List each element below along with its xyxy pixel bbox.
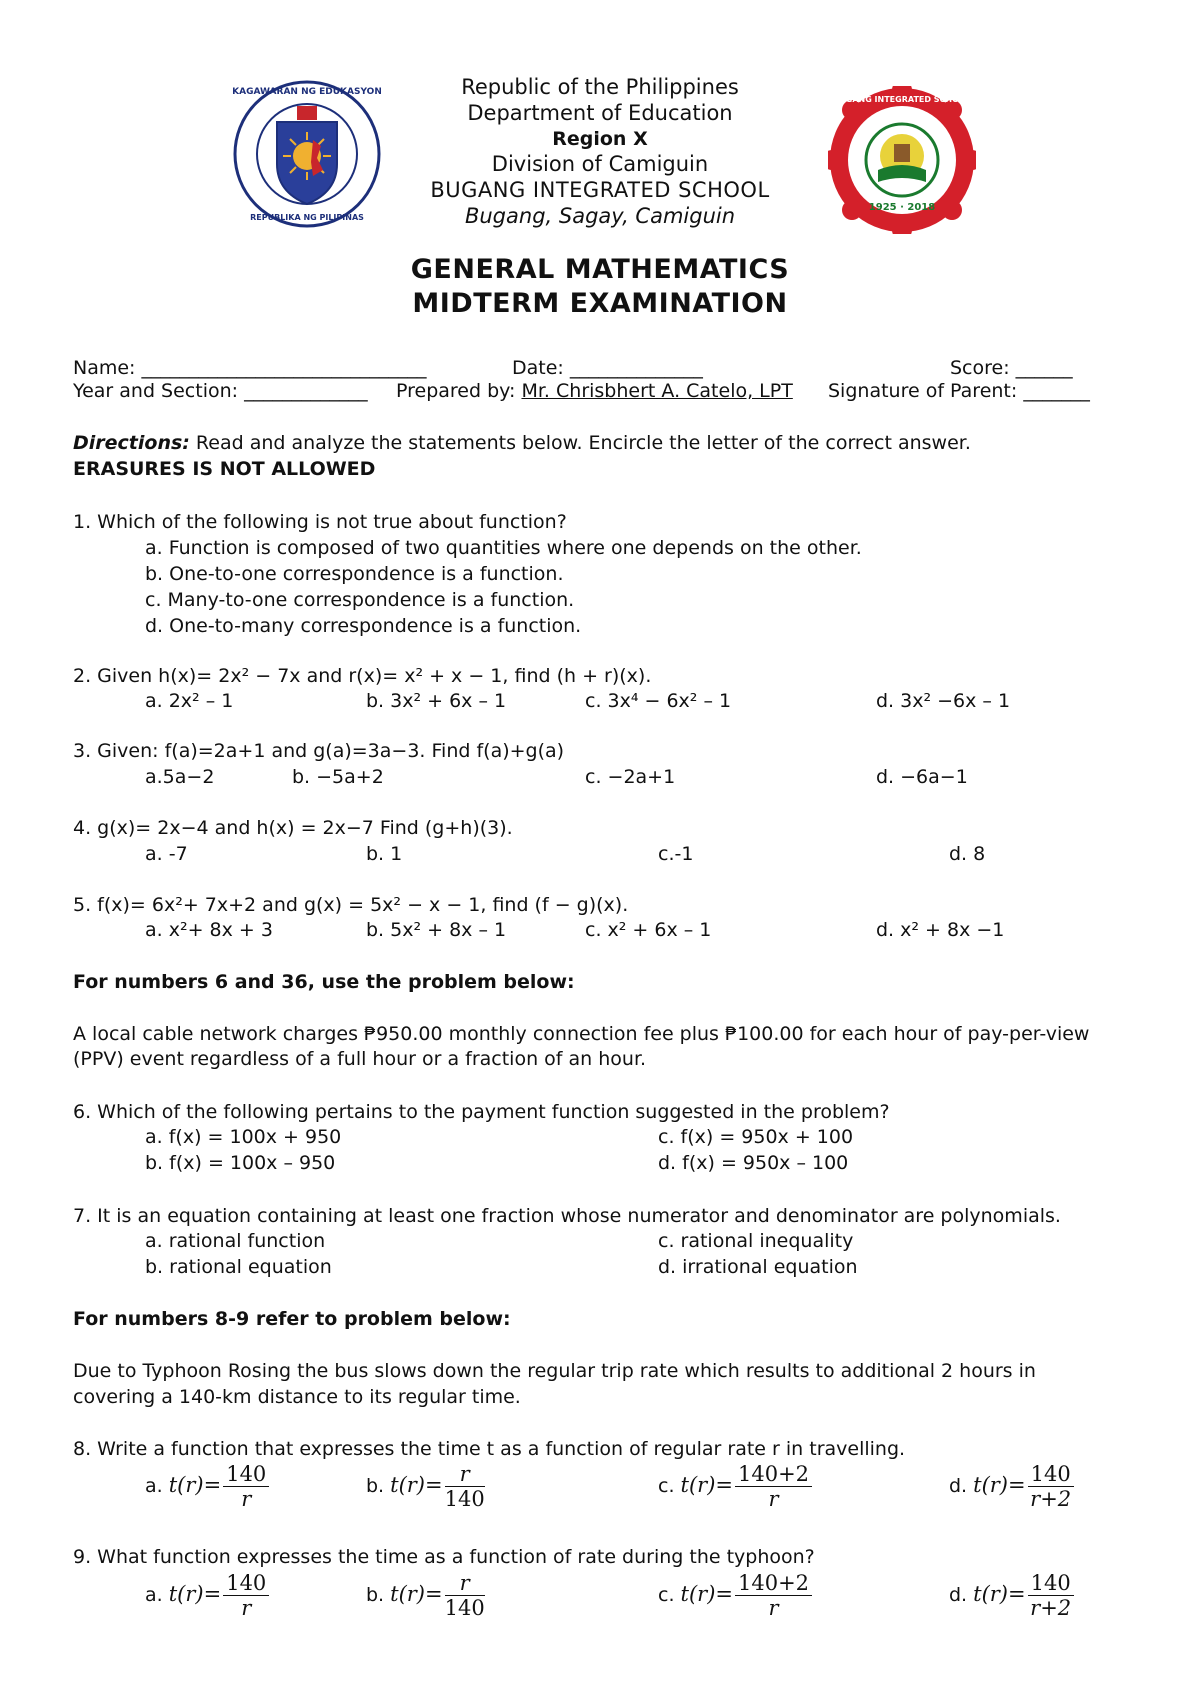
q6-choice-b[interactable]: b. f(x) = 100x – 950 bbox=[145, 1152, 336, 1174]
q7-choice-d[interactable]: d. irrational equation bbox=[658, 1256, 858, 1278]
q8-choice-c[interactable]: c. t(r)= $\frac{140+2}{r}$ bbox=[658, 1462, 812, 1511]
q7-choice-c[interactable]: c. rational inequality bbox=[658, 1230, 854, 1252]
problem-typhoon-line2: covering a 140-km distance to its regular time. bbox=[73, 1386, 521, 1408]
year-section-field[interactable]: Year and Section: _____________ bbox=[73, 380, 368, 402]
q2-choice-a[interactable]: a. 2x² – 1 bbox=[145, 690, 234, 712]
parent-signature-field[interactable]: Signature of Parent: _______ bbox=[828, 380, 1090, 402]
q7-choice-b[interactable]: b. rational equation bbox=[145, 1256, 332, 1278]
q6-choice-a[interactable]: a. f(x) = 100x + 950 bbox=[145, 1126, 342, 1148]
score-field[interactable]: Score: ______ bbox=[950, 357, 1073, 379]
prepared-by: Prepared by: Mr. Chrisbhert A. Catelo, LPT bbox=[396, 380, 793, 402]
q8-choice-d[interactable]: d. t(r)= $\frac{140}{r+2}$ bbox=[949, 1462, 1074, 1511]
section-heading-6: For numbers 6 and 36, use the problem below: bbox=[73, 971, 575, 993]
problem-cable-line2: (PPV) event regardless of a full hour or a fraction of an hour. bbox=[73, 1048, 647, 1070]
header-division: Division of Camiguin bbox=[491, 152, 709, 176]
q9-choice-d[interactable]: d. t(r)= $\frac{140}{r+2}$ bbox=[949, 1571, 1074, 1620]
q7-stem: 7. It is an equation containing at least one fraction whose numerator and denominator are polynomials. bbox=[73, 1205, 1061, 1227]
date-field[interactable]: Date: ______________ bbox=[512, 357, 703, 379]
header-school-name: BUGANG INTEGRATED SCHOOL bbox=[430, 178, 770, 202]
header-region: Region X bbox=[552, 128, 648, 150]
q6-choice-d[interactable]: d. f(x) = 950x – 100 bbox=[658, 1152, 849, 1174]
directions: Directions: Read and analyze the statements below. Encircle the letter of the correct answer. bbox=[73, 432, 971, 454]
q9-choice-c[interactable]: c. t(r)= $\frac{140+2}{r}$ bbox=[658, 1571, 812, 1620]
header-republic: Republic of the Philippines bbox=[461, 75, 739, 99]
deped-seal-bottom-text: REPUBLIKA NG PILIPINAS bbox=[250, 213, 364, 222]
q9-choice-a[interactable]: a. t(r)= $\frac{140}{r}$ bbox=[145, 1571, 269, 1620]
q9-stem: 9. What function expresses the time as a function of rate during the typhoon? bbox=[73, 1546, 815, 1568]
q4-choice-d[interactable]: d. 8 bbox=[949, 843, 986, 865]
school-seal-year-text: 1925 · 2018 bbox=[868, 202, 936, 213]
q1-choice-a[interactable]: a. Function is composed of two quantities where one depends on the other. bbox=[145, 537, 862, 559]
erasure-warning: ERASURES IS NOT ALLOWED bbox=[73, 458, 376, 480]
q5-stem: 5. f(x)= 6x²+ 7x+2 and g(x) = 5x² − x − 1, find (f − g)(x). bbox=[73, 894, 629, 916]
q3-choice-a[interactable]: a.5a−2 bbox=[145, 766, 215, 788]
q3-choice-b[interactable]: b. −5a+2 bbox=[292, 766, 384, 788]
q5-choice-a[interactable]: a. x²+ 8x + 3 bbox=[145, 919, 273, 941]
q1-choice-c[interactable]: c. Many-to-one correspondence is a function. bbox=[145, 589, 575, 611]
q1-stem: 1. Which of the following is not true about function? bbox=[73, 511, 567, 533]
header-school-address: Bugang, Sagay, Camiguin bbox=[464, 204, 736, 228]
exam-title-line1: GENERAL MATHEMATICS bbox=[410, 254, 790, 285]
q1-choice-b[interactable]: b. One-to-one correspondence is a function. bbox=[145, 563, 564, 585]
problem-typhoon-line1: Due to Typhoon Rosing the bus slows down the regular trip rate which results to additional 2 hours in bbox=[73, 1360, 1036, 1382]
q6-choice-c[interactable]: c. f(x) = 950x + 100 bbox=[658, 1126, 854, 1148]
q4-choice-c[interactable]: c.-1 bbox=[658, 843, 694, 865]
q9-choice-b[interactable]: b. t(r)= $\frac{r}{140}$ bbox=[366, 1571, 485, 1620]
q2-stem: 2. Given h(x)= 2x² − 7x and r(x)= x² + x − 1, find (h + r)(x). bbox=[73, 665, 652, 687]
q8-choice-b[interactable]: b. t(r)= $\frac{r}{140}$ bbox=[366, 1462, 485, 1511]
q4-stem: 4. g(x)= 2x−4 and h(x) = 2x−7 Find (g+h)(3). bbox=[73, 817, 513, 839]
q2-choice-b[interactable]: b. 3x² + 6x – 1 bbox=[366, 690, 507, 712]
q8-choice-a[interactable]: a. t(r)= $\frac{140}{r}$ bbox=[145, 1462, 269, 1511]
q5-choice-c[interactable]: c. x² + 6x – 1 bbox=[585, 919, 712, 941]
q3-choice-d[interactable]: d. −6a−1 bbox=[876, 766, 968, 788]
q8-stem: 8. Write a function that expresses the time t as a function of regular rate r in travelling. bbox=[73, 1438, 906, 1460]
q5-choice-d[interactable]: d. x² + 8x −1 bbox=[876, 919, 1005, 941]
exam-title-line2: MIDTERM EXAMINATION bbox=[412, 288, 788, 319]
q3-choice-c[interactable]: c. −2a+1 bbox=[585, 766, 676, 788]
q1-choice-d[interactable]: d. One-to-many correspondence is a function. bbox=[145, 615, 582, 637]
header-department: Department of Education bbox=[467, 101, 733, 125]
q3-stem: 3. Given: f(a)=2a+1 and g(a)=3a−3. Find f(a)+g(a) bbox=[73, 740, 565, 762]
deped-seal-ring-text: KAGAWARAN NG EDUKASYON bbox=[233, 87, 381, 97]
q2-choice-c[interactable]: c. 3x⁴ − 6x² – 1 bbox=[585, 690, 732, 712]
name-field[interactable]: Name: ______________________________ bbox=[73, 357, 427, 379]
q4-choice-a[interactable]: a. -7 bbox=[145, 843, 188, 865]
problem-cable-line1: A local cable network charges ₱950.00 monthly connection fee plus ₱100.00 for each hour of pay-per-view bbox=[73, 1023, 1090, 1045]
section-heading-8-9: For numbers 8-9 refer to problem below: bbox=[73, 1308, 511, 1330]
school-seal-ring-text: BUGANG INTEGRATED SCHOOL bbox=[833, 95, 971, 104]
q2-choice-d[interactable]: d. 3x² −6x – 1 bbox=[876, 690, 1011, 712]
q4-choice-b[interactable]: b. 1 bbox=[366, 843, 403, 865]
q6-stem: 6. Which of the following pertains to the payment function suggested in the problem? bbox=[73, 1101, 890, 1123]
q5-choice-b[interactable]: b. 5x² + 8x – 1 bbox=[366, 919, 507, 941]
q7-choice-a[interactable]: a. rational function bbox=[145, 1230, 326, 1252]
